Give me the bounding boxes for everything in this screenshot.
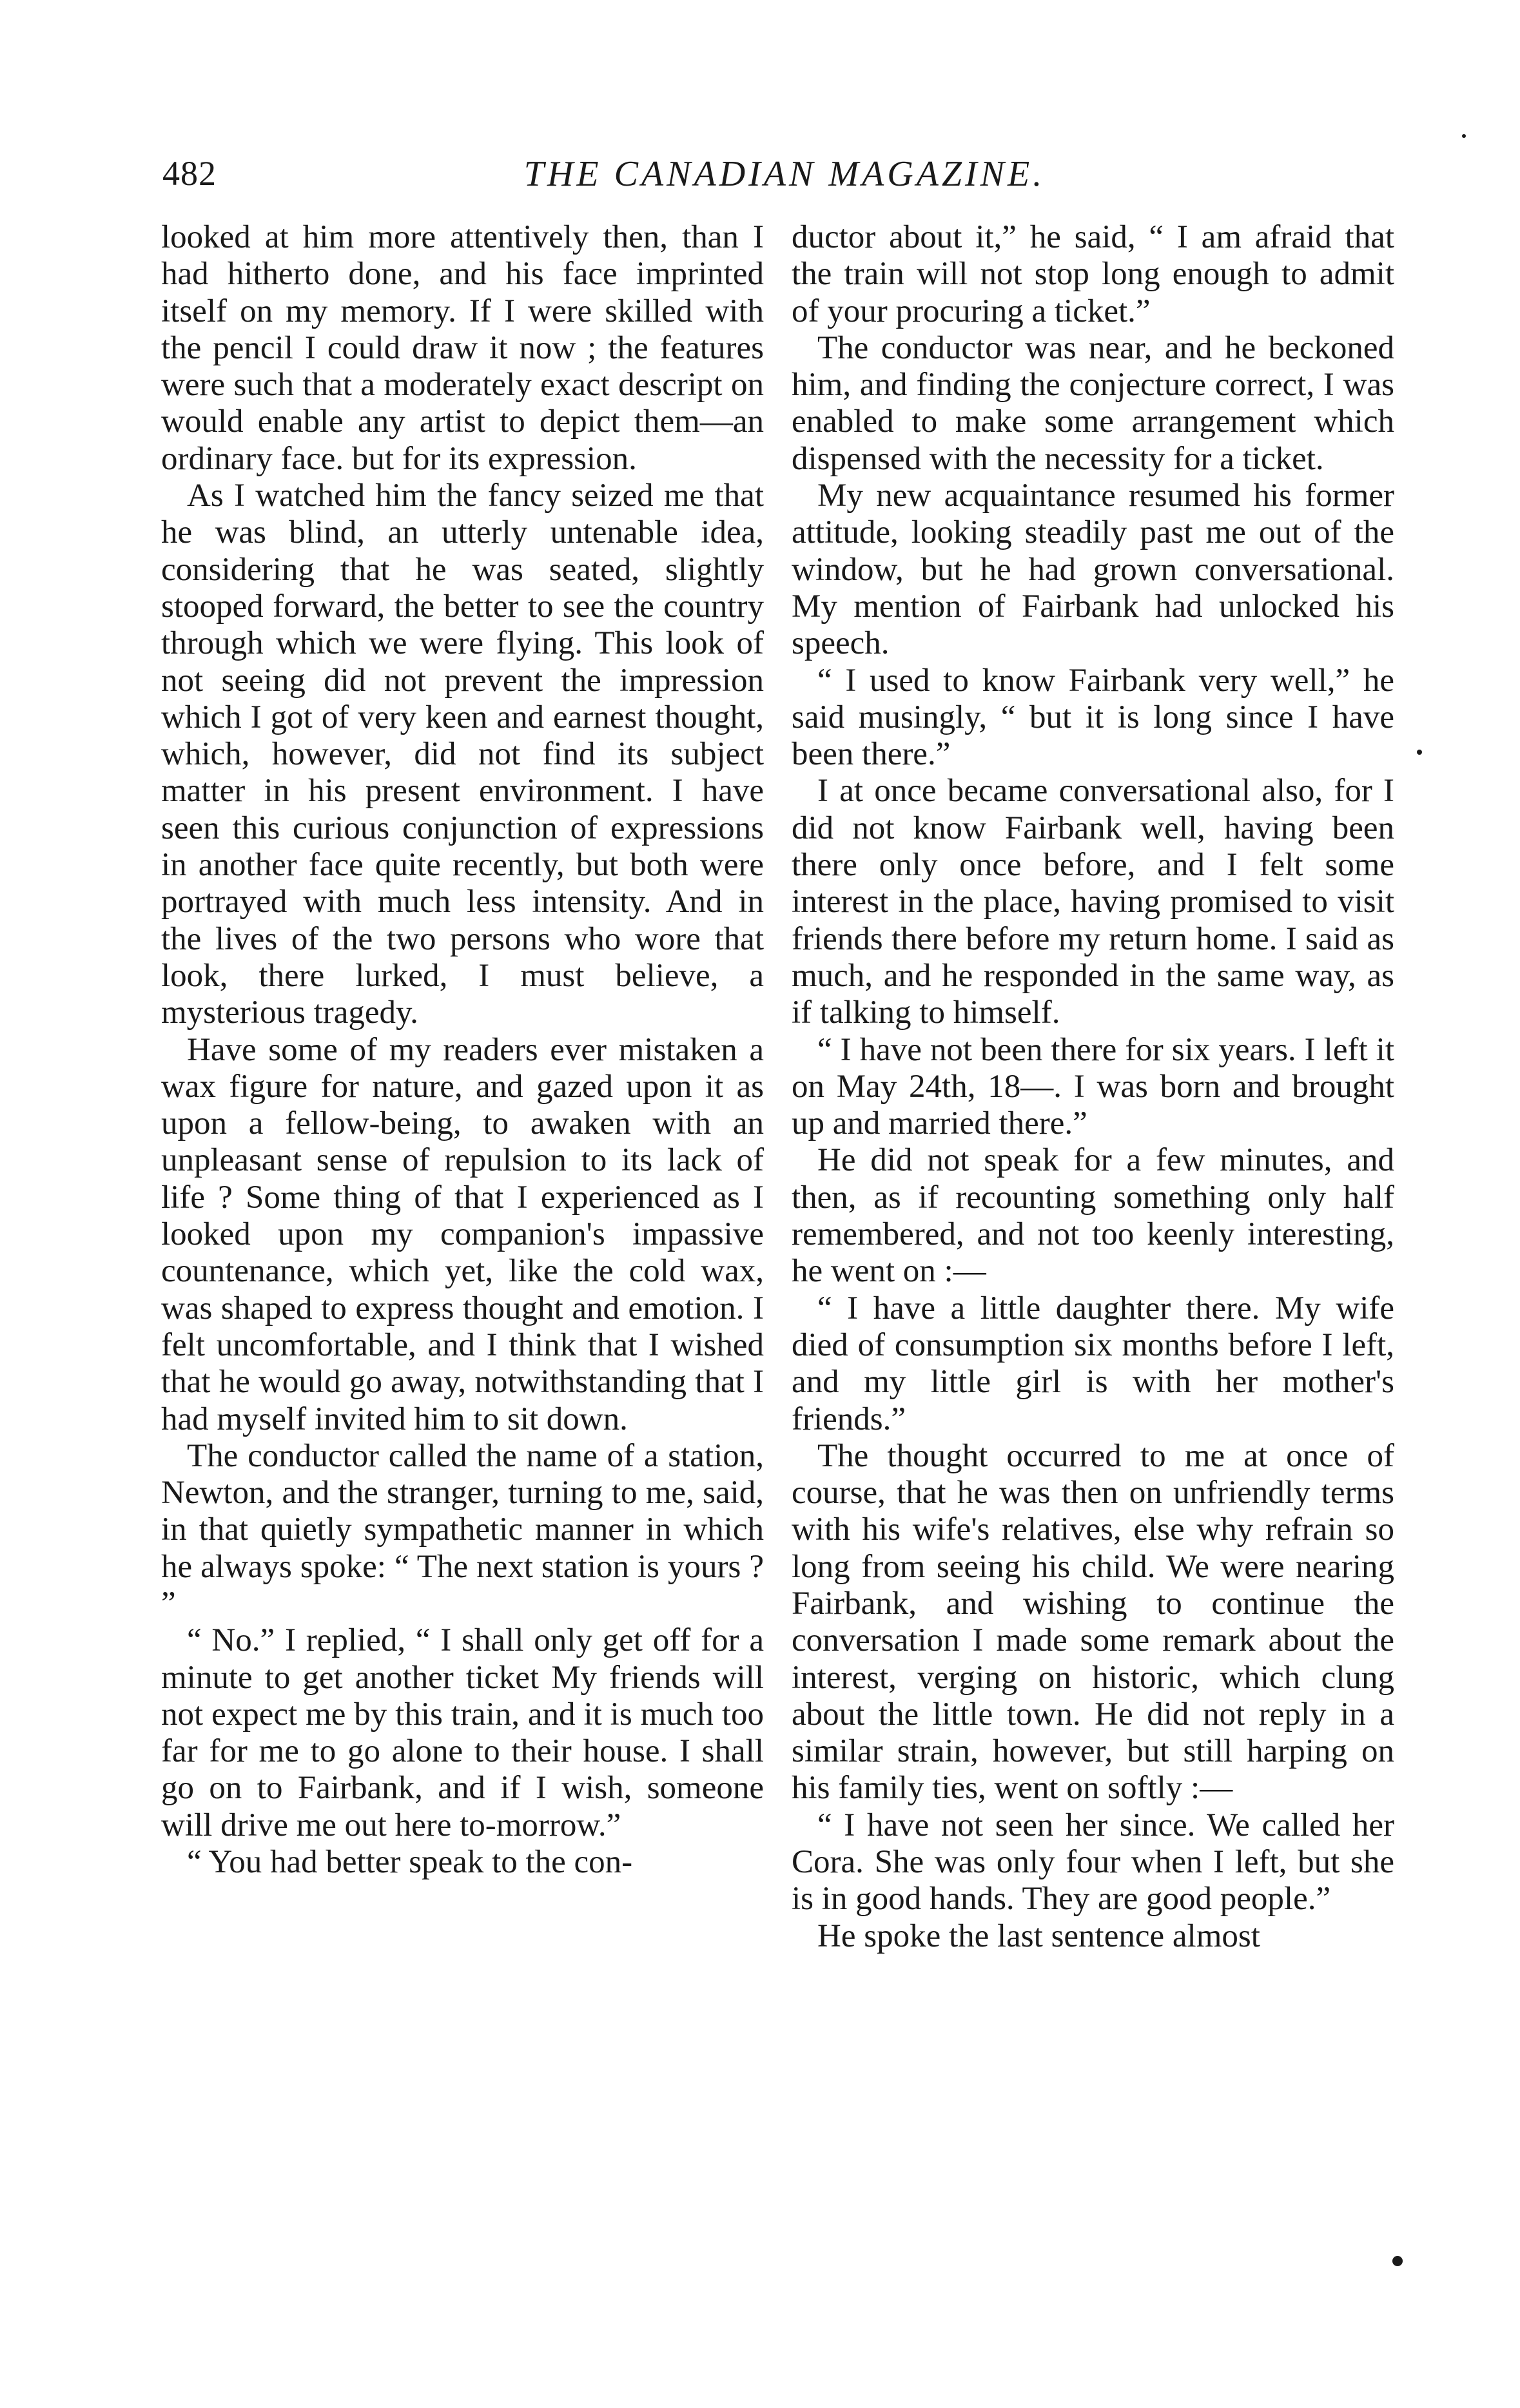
paragraph: “ No.” I replied, “ I shall only get off for a minute to get another ticket My friends will not expect me by this train, and it is much too far for me to go alone to their house. I shall go on to Fairbank, and if I wish, someone will drive me out here to-morrow.” (161, 1622, 764, 1843)
left-column (161, 219, 764, 1881)
page-number: 482 (162, 154, 217, 193)
paragraph: My new acquaintance resumed his former attitude, looking steadily past me out of the window, but he had grown conversational. My mention of Fairbank had unlocked his speech. (792, 478, 1394, 662)
ink-dot (1392, 2256, 1403, 2266)
paragraph: The conductor called the name of a station, Newton, and the stranger, turning to me, said, in that quietly sympathetic manner in which he always spoke: “ The next station is yours ? ” (161, 1437, 764, 1622)
page-header (162, 153, 1407, 205)
paragraph: “ You had better speak to the con- (187, 1844, 633, 1881)
ink-speck (1417, 750, 1422, 755)
paragraph: “ I used to know Fairbank very well,” he said musingly, “ but it is long since I have been there.” (792, 662, 1394, 773)
paragraph: The thought occurred to me at once of course, that he was then on unfriendly terms with his wife's relatives, else why refrain so long from seeing his child. We were nearing Fairbank, and wishing to continue the conversation I made some remark about the interest, verging on historic, which clung about the little town. He did not reply in a similar strain, however, but still harping on his family ties, went on softly :— (792, 1437, 1394, 1807)
paragraph: He spoke the last sentence almost (817, 1918, 1260, 1954)
paragraph: ductor about it,” he said, “ I am afraid that the train will not stop long enough to admit of your procuring a ticket.” (792, 219, 1394, 329)
ink-speck (1462, 134, 1466, 138)
paragraph: As I watched him the fancy seized me that he was blind, an utterly untenable idea, considering that he was seated, slightly stooped forward, the better to see the country through which we were flying. This look of not seeing did not prevent the impression which I got of very keen and earnest thought, which, however, did not find its subject matter in his present environment. I have seen this curious conjunction of expressions in another face quite recently, but both were portrayed with much less intensity. And in the lives of the two persons who wore that look, there lurked, I must believe, a mysterious tragedy. (161, 478, 764, 1031)
paragraph: “ I have not been there for six years. I left it on May 24th, 18—. I was born and brought up and married there.” (792, 1031, 1394, 1142)
paragraph: looked at him more attentively then, than I had hitherto done, and his face imprinted itself on my memory. If I were skilled with the pencil I could draw it now ; the features were such that a moderately exact descript on would enable any artist to depict them—an ordinary face. but for its expression. (161, 219, 764, 477)
paragraph: “ I have a little daughter there. My wife died of consumption six months before I left, and my little girl is with her mother's friends.” (792, 1290, 1394, 1437)
right-column (792, 219, 1394, 1955)
running-title: THE CANADIAN MAGAZINE. (523, 154, 1046, 194)
paragraph: He did not speak for a few minutes, and then, as if recounting something only half remembered, and not too keenly interesting, he went on :— (792, 1142, 1394, 1290)
paragraph: I at once became conversational also, for I did not know Fairbank well, having been there only once before, and I felt some interest in the place, having promised to visit friends there before my return home. I said as much, and he responded in the same way, as if talking to himself. (792, 773, 1394, 1031)
paragraph: The conductor was near, and he beckoned him, and finding the conjecture correct, I was enabled to make some arrangement which dispensed with the necessity for a ticket. (792, 329, 1394, 477)
paragraph: Have some of my readers ever mistaken a wax figure for nature, and gazed upon it as upon a fellow-being, to awaken with an unpleasant sense of repulsion to its lack of life ? Some thing of that I experienced as I looked upon my companion's impassive countenance, which yet, like the cold wax, was shaped to express thought and emotion. I felt uncomfortable, and I think that I wished that he would go away, notwithstanding that I had myself invited him to sit down. (161, 1031, 764, 1437)
paragraph: “ I have not seen her since. We called her Cora. She was only four when I left, but she is in good hands. They are good people.” (792, 1807, 1394, 1918)
